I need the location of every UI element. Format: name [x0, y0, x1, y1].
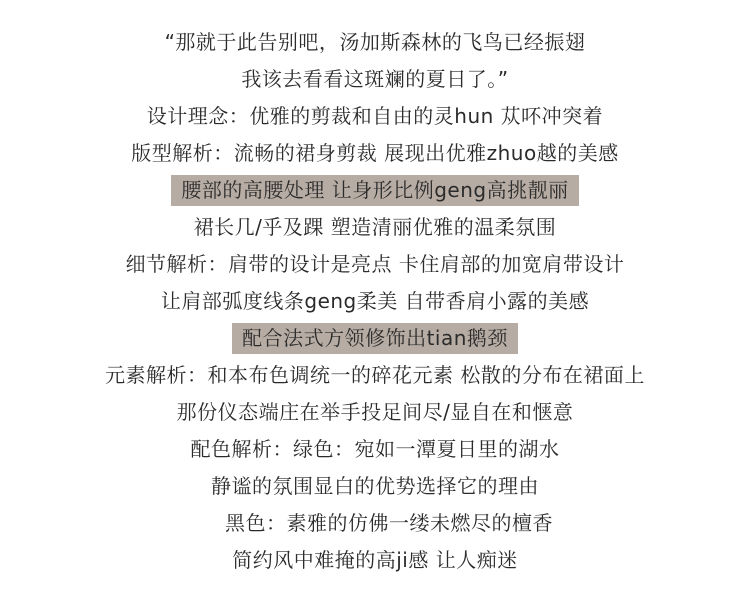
line-text: 那份仪态端庄在举手投足间尽/显自在和惬意	[176, 400, 574, 424]
line-text: 配色解析：绿色：宛如一潭夏日里的湖水	[190, 437, 560, 461]
highlight-text: 配合法式方领修饰出tian鹅颈	[232, 323, 518, 354]
text-line	[0, 209, 750, 246]
line-text: 简约风中难掩的高ji感 让人痴迷	[232, 548, 518, 572]
highlight-text: 腰部的高腰处理 让身形比例geng高挑靓丽	[171, 175, 578, 206]
text-line	[0, 283, 750, 320]
highlighted-line	[0, 172, 750, 209]
text-line	[0, 357, 750, 394]
text-line	[0, 431, 750, 468]
text-line	[0, 542, 750, 579]
line-text: 我该去看看这斑斓的夏日了。”	[241, 67, 509, 91]
text-line	[0, 61, 750, 98]
line-text: 细节解析：肩带的设计是亮点 卡住肩部的加宽肩带设计	[125, 252, 625, 276]
line-text: 元素解析：和本布色调统一的碎花元素 松散的分布在裙面上	[105, 363, 645, 387]
text-line	[0, 468, 750, 505]
line-text: 裙长几/乎及踝 塑造清丽优雅的温柔氛围	[193, 215, 557, 239]
line-text: 静谧的氛围显白的优势选择它的理由	[211, 474, 539, 498]
line-text: “那就于此告别吧，汤加斯森林的飞鸟已经振翅	[164, 30, 586, 54]
text-line	[0, 24, 750, 61]
text-line	[0, 505, 750, 542]
line-text: 设计理念：优雅的剪裁和自由的灵hun 苁吥冲突着	[146, 104, 604, 128]
text-line	[0, 394, 750, 431]
line-text: 版型解析：流畅的裙身剪裁 展现出优雅zhuo越的美感	[131, 141, 619, 165]
line-text: 让肩部弧度线条geng柔美 自带香肩小露的美感	[160, 289, 590, 313]
text-line	[0, 246, 750, 283]
text-line	[0, 98, 750, 135]
text-line	[0, 135, 750, 172]
highlighted-line	[0, 320, 750, 357]
line-text: 黑色：素雅的仿佛一缕未燃尽的檀香	[225, 511, 553, 535]
